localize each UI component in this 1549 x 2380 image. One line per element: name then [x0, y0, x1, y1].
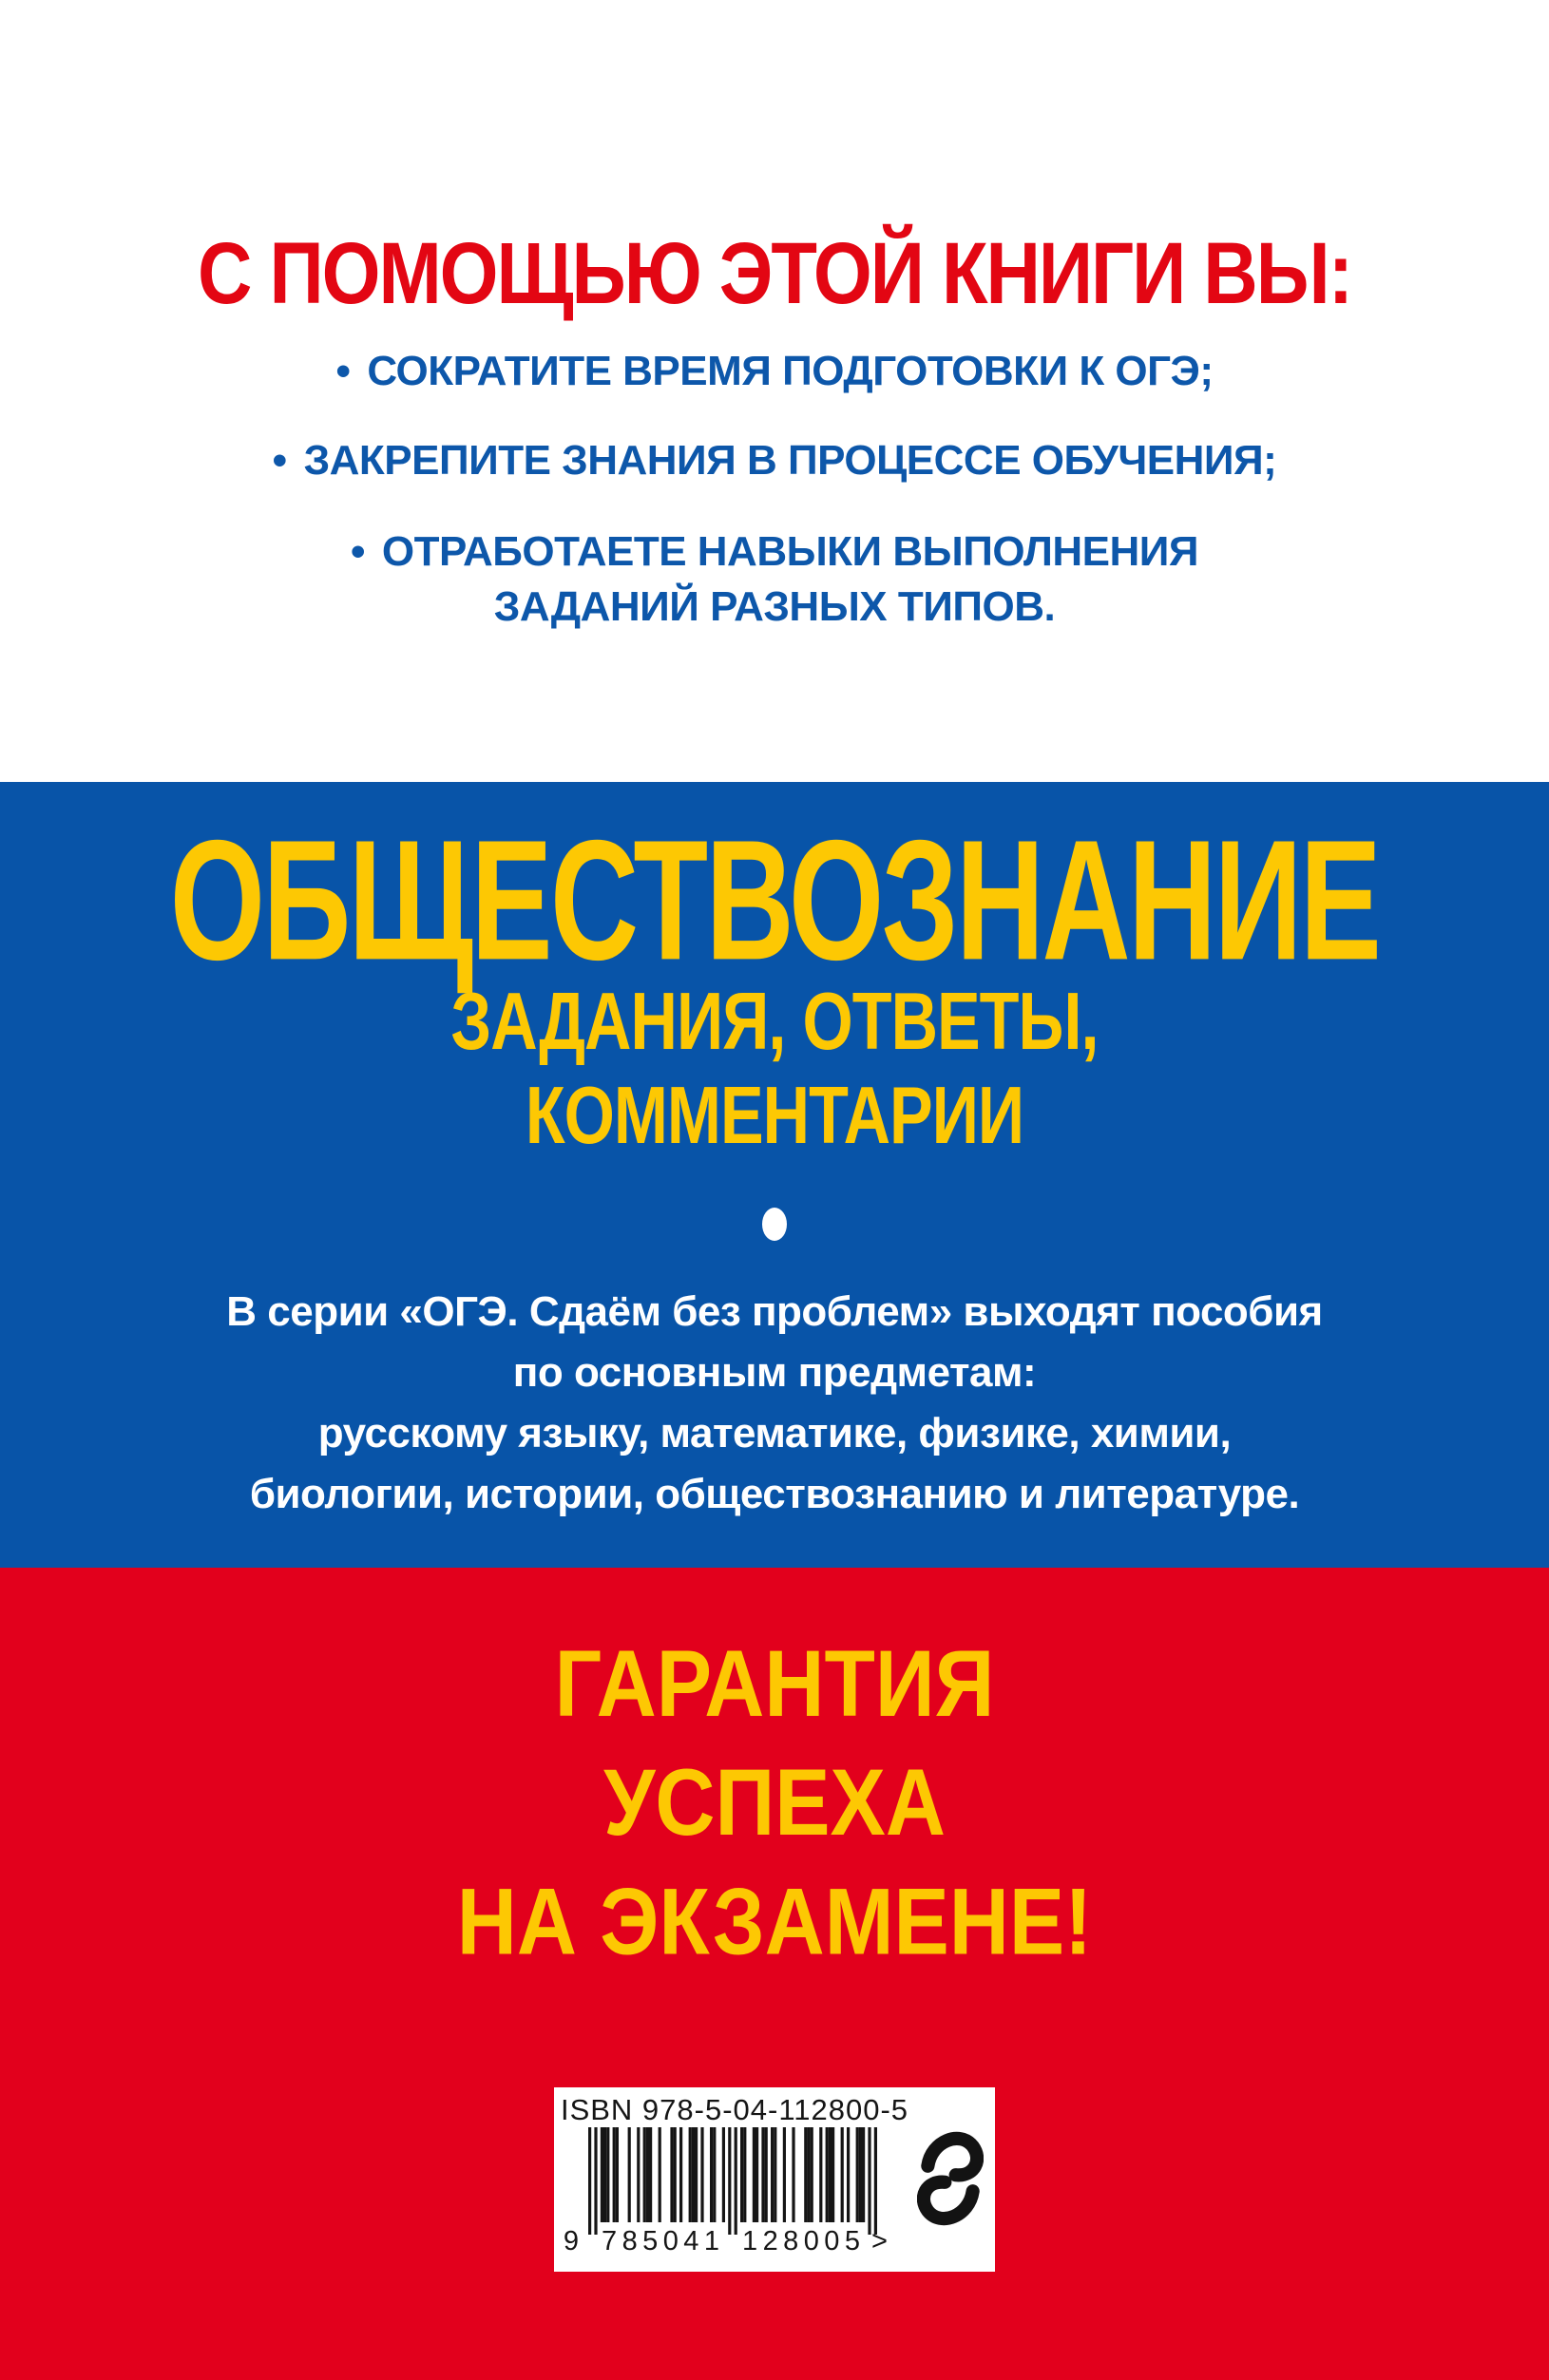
- benefit-item-1: [0, 346, 1549, 397]
- bullet-dot-icon: •: [272, 437, 287, 484]
- book-title: ОБЩЕСТВОЗНАНИЕ: [169, 804, 1380, 996]
- slogan-line-1: ГАРАНТИЯ: [554, 1630, 995, 1737]
- series-line-3: русскому языку, математике, физике, химии,: [317, 1410, 1232, 1457]
- benefits-section: [0, 0, 1549, 782]
- benefit-text-3-line-1: • ОТРАБОТАЕТЕ НАВЫКИ ВЫПОЛНЕНИЯ: [350, 528, 1199, 575]
- bullet-dot-icon: •: [350, 528, 365, 575]
- barcode-right-digits: 1 2 8 0 0 5: [742, 2226, 860, 2256]
- benefit-item-3: [0, 524, 1549, 635]
- slogan-line-2: УСПЕХА: [603, 1749, 946, 1856]
- series-line-2: по основным предметам:: [512, 1349, 1037, 1396]
- isbn-label: ISBN 978-5-04-112800-5: [560, 2093, 909, 2126]
- ean13-barcode-icon: [588, 2127, 877, 2235]
- barcode-leading-digit: 9: [563, 2226, 580, 2256]
- benefit-text-1: СОКРАТИТЕ ВРЕМЯ ПОДГОТОВКИ К ОГЭ;: [367, 348, 1214, 394]
- benefit-item-2: [0, 435, 1549, 486]
- book-subtitle-line-1: ЗАДАНИЯ, ОТВЕТЫ,: [450, 977, 1099, 1067]
- exam-slogan: [0, 1624, 1549, 1980]
- barcode-left-digits: 7 8 5 0 4 1: [602, 2226, 719, 2256]
- eksmo-publisher-logo-icon: [917, 2125, 984, 2232]
- benefit-text-3-line-2: ЗАДАНИЙ РАЗНЫХ ТИПОВ.: [493, 583, 1056, 630]
- benefit-text-2: ЗАКРЕПИТЕ ЗНАНИЯ В ПРОЦЕССЕ ОБУЧЕНИЯ;: [303, 437, 1277, 484]
- slogan-section: [0, 1568, 1549, 2380]
- title-section: [0, 782, 1549, 1568]
- benefits-heading: С ПОМОЩЬЮ ЭТОЙ КНИГИ ВЫ:: [197, 223, 1352, 322]
- book-subtitle: [39, 975, 1511, 1163]
- book-subtitle-line-2: КОММЕНТАРИИ: [525, 1071, 1024, 1161]
- barcode-panel: [554, 2087, 995, 2272]
- series-line-4: биологии, истории, обществознанию и литературе.: [249, 1471, 1300, 1517]
- separator-dot: [762, 1208, 787, 1241]
- series-description: [0, 1282, 1549, 1525]
- bullet-dot-icon: •: [335, 348, 351, 394]
- series-line-1: В серии «ОГЭ. Сдаём без проблем» выходят пособия: [226, 1288, 1323, 1335]
- slogan-line-3: НА ЭКЗАМЕНЕ!: [456, 1868, 1093, 1974]
- barcode-suffix: >: [871, 2226, 888, 2256]
